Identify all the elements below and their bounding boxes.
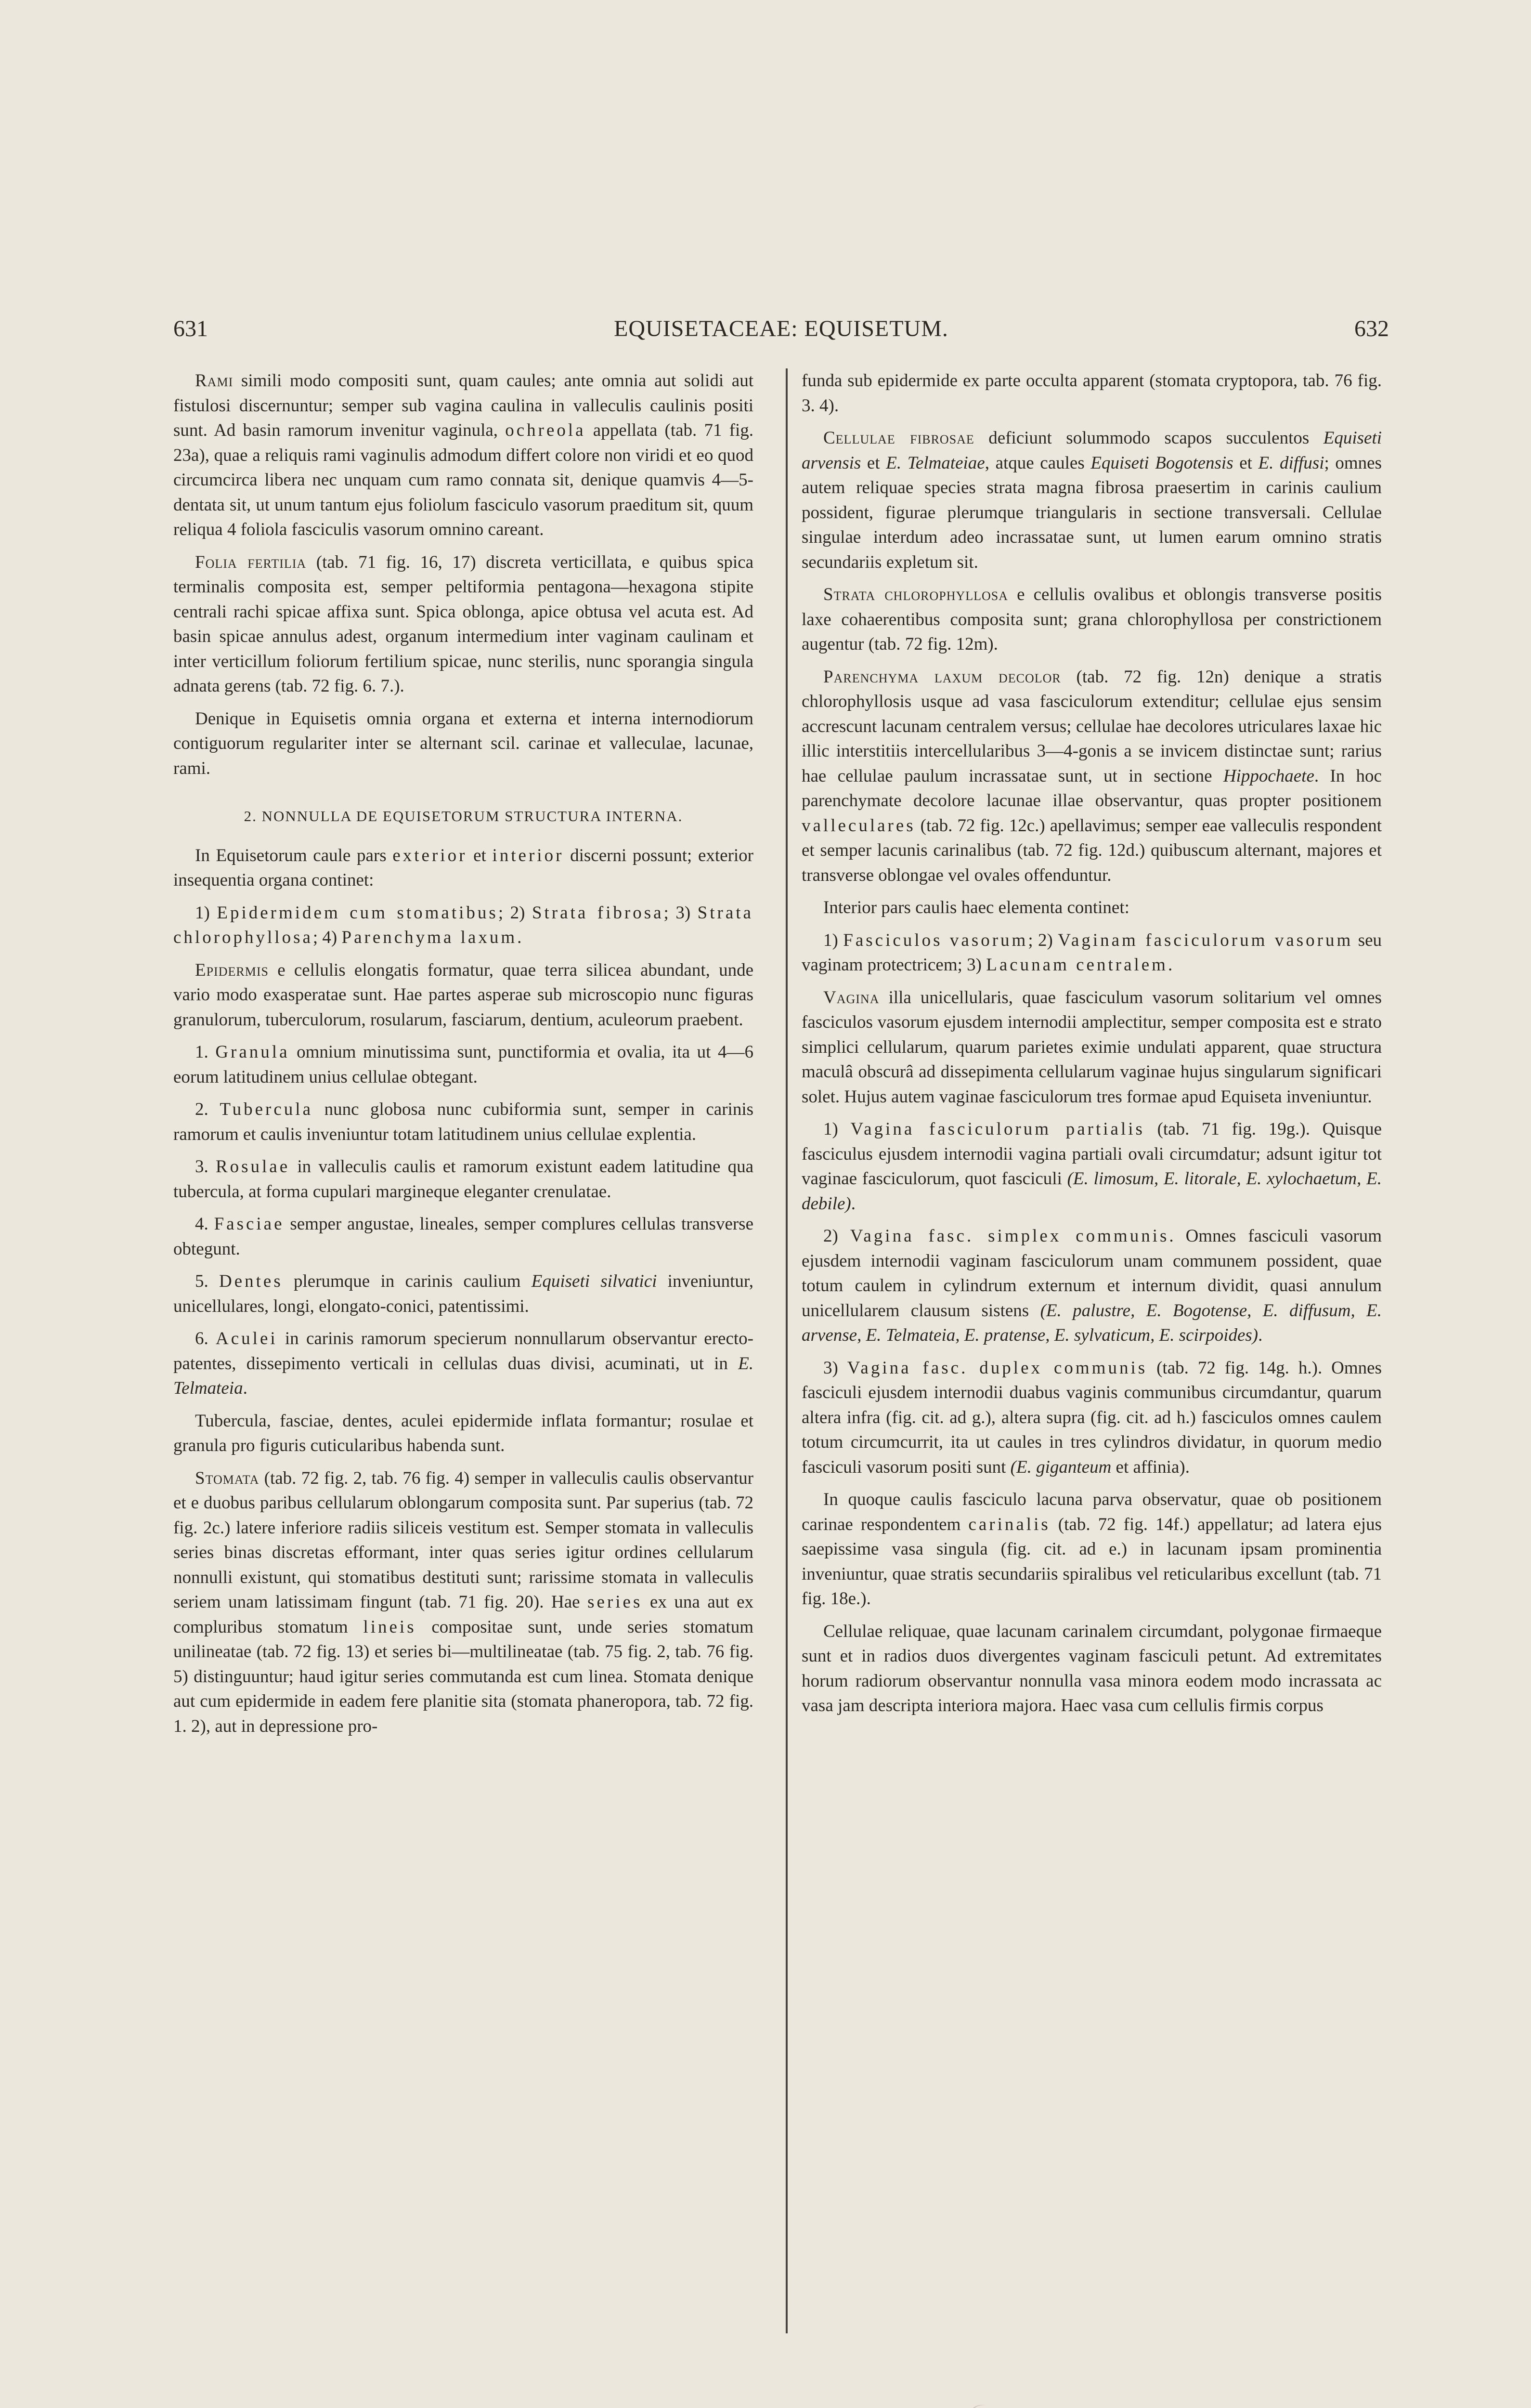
page-number-right: 632 [1354,316,1389,341]
paragraph-epidermis: Epidermis e cellulis elongatis formatur, quae terra silicea abundant, unde vario modo exasperatae sunt. Hae partes asperae sub microscopio nunc figuras granulorum, tuberculorum, rosularum, fasciarum, dentium, aculeorum praebent. [173,960,753,1030]
lead-term: Parenchyma laxum decolor [823,667,1061,687]
paragraph-structura: In Equisetorum caule pars exterior et interior discerni possunt; exterior insequentia organa continet: [173,845,754,890]
paragraph-rami: Rami simili modo compositi sunt, quam caules; ante omnia aut solidi aut fistulosi discernuntur; semper sub vagina caulina in valleculis caulinis positi sunt. Ad basin ramorum invenitur vaginula, ochreola appellata (tab. 71 fig. 23a), quae a reliquis rami vaginulis admodum differt colore non viridi et eo quod circumcirca libera nec unquam cum ramo connata sit, denique quamvis 4—5-dentata sit, ut unum tantum ejus foliolum fasciculo vasorum praeditum sit, quum reliqua 4 foliola fasciculis vasorum omnino careant. [173,371,754,539]
paragraph-parenchyma: Parenchyma laxum decolor (tab. 72 fig. 12n) denique a stratis chlorophyllosis usque ad vasa fasciculorum extenditur; cellulae ejus sensim accrescunt lacunam centralem versus; cellulae hae decolores utriculares laxae hic illic interstitiis intercellularibus 3—4-gonis a se invicem distinctae sunt; rarius hae cellulae paulum incrassatae sunt, ut in sectione Hippochaete. In hoc parenchymate decolore lacunae illae observantur, quas propter positionem valleculares (tab. 72 fig. 12c.) apellavimus; semper eae valleculis respondent et semper lacunis carinalibus (tab. 72 fig. 12d.) quibuscum alternant, majores et transverse oblongae vel ovales offenduntur. [802,667,1382,885]
lead-term: Vagina [823,987,880,1008]
lead-term: Cellulae fibrosae [823,428,974,448]
pencil-mark [962,2400,993,2408]
paragraph-dentes: 5. Dentes plerumque in carinis caulium Equiseti silvatici inveniuntur, unicellulares, longi, elongato-conici, patentissimi. [173,1271,754,1316]
paragraph-tubercula: 2. Tubercula nunc globosa nunc cubiformia sunt, semper in carinis ramorum et caulis inveniuntur totam latitudinem unius cellulae explentia. [173,1099,754,1144]
paragraph-vagina-duplex: 3) Vagina fasc. duplex communis (tab. 72 fig. 14g. h.). Omnes fasciculi ejusdem internodii duabus vaginis communibus circumdantur, quarum altera infra (fig. cit. ad g.), altera supra (fig. cit. ad h.) fasciculos omnes caulem totum circumcurrit, ita ut caules in tres cylindros dividatur, in quorum medio fasciculi vasorum positi sunt (E. giganteum et affinia). [802,1358,1382,1477]
section-heading: 2. NONNULLA DE EQUISETORUM STRUCTURA INTERNA. [244,808,683,824]
paragraph-folia-fertilia: Folia fertilia (tab. 71 fig. 16, 17) discreta verticillata, e quibus spica terminalis composita est, semper peltiformia pentagona—hexagona stipite centrali rachi spicae affixa sunt. Spica oblonga, apice obtusa vel acuta est. Ad basin spicae annulus adest, organum intermedium inter vaginam caulinam et inter verticillum foliorum fertilium spicae, nunc sterilis, nunc sporangia singula adnata gerens (tab. 72 fig. 6. 7.). [173,552,753,696]
list-exterior-organs: 1) Epidermidem cum stomatibus; 2) Strata fibrosa; 3) Strata chlorophyllosa; 4) Parenchyma laxum. [173,903,753,947]
left-column [173,368,753,1746]
paragraph-aculei: 6. Aculei in carinis ramorum specierum nonnullarum observantur erecto-patentes, dissepimento verticali in cellulas duas divisi, acuminati, ut in E. Telmateia. [173,1329,754,1398]
paragraph-strata-chlorophyllosa: Strata chlorophyllosa e cellulis ovalibus et oblongis transverse positis laxe cohaerentibus composita sunt; grana chlorophyllosa per constrictionem augentur (tab. 72 fig. 12m). [802,585,1382,654]
paragraph-vagina: Vagina illa unicellularis, quae fasciculum vasorum solitarium vel omnes fasciculos vasorum ejusdem internodii amplectitur, semper composita est e strato simplici cellularum, quarum parietes eximie undulati apparent, quae structura maculâ obscurâ ad dissepimenta cellularum vaginae hujus singularum significari solet. Hujus autem vaginae fasciculorum tres formae apud Equiseta inveniuntur. [802,987,1382,1107]
lead-term: Rami [195,371,234,391]
paragraph-cellulae-reliquae: Cellulae reliquae, quae lacunam carinalem circumdant, polygonae firmaeque sunt et in radios duos divergentes vaginam fasciculi petunt. Ad extremitates horum radiorum observantur nonnulla vasa minora eodem modo incrassata ac vasa jam descripta interiora majora. Haec vasa cum cellulis firmis corpus [802,1621,1382,1715]
lead-term: Strata chlorophyllosa [823,585,1009,604]
paragraph-cellulae-fibrosae: Cellulae fibrosae deficiunt solummodo scapos succulentos Equiseti arvensis et E. Telmateiae, atque caules Equiseti Bogotensis et E. diffusi; omnes autem reliquae species strata magna fibrosa praesertim in carinis caulium possident, figurae plerumque triangularis in sectione transversali. Cellulae singulae interdum adeo incrassatae sunt, ut lumen earum omnino stratis secundariis expletum sit. [802,428,1382,572]
paragraph-rosulae: 3. Rosulae in valleculis caulis et ramorum existunt eadem latitudine qua tubercula, at forma cupulari margineque eleganter crenulatae. [173,1157,753,1202]
page-number-left: 631 [173,316,208,341]
paragraph-interior: Interior pars caulis haec elementa continet: [823,898,1129,917]
running-title: EQUISETACEAE: EQUISETUM. [614,316,948,341]
list-interior-elements: 1) Fasciculos vasorum; 2) Vaginam fasciculorum vasorum seu vaginam protectricem; 3) Lacunam centralem. [802,930,1382,975]
paragraph-tubercula-summary: Tubercula, fasciae, dentes, aculei epidermide inflata formantur; rosulae et granula pro figuris cuticularibus habenda sunt. [173,1411,753,1455]
paragraph-fasciae: 4. Fasciae semper angustae, lineales, semper complures cellulas transverse obtegunt. [173,1214,754,1259]
paragraph-vagina-partialis: 1) Vagina fasciculorum partialis (tab. 71 fig. 19g.). Quisque fasciculus ejusdem internodii vagina partiali ovali circumdatur; adsunt igitur tot vaginae fasciculorum, quot fasciculi (E. limosum, E. litorale, E. xylochaetum, E. debile). [802,1119,1382,1214]
paragraph-granula: 1. Granula omnium minutissima sunt, punctiformia et ovalia, ita ut 4—6 eorum latitudinem unius cellulae obtegant. [173,1042,753,1087]
paragraph-denique: Denique in Equisetis omnia organa et externa et interna internodiorum contiguorum regulariter inter se alternant scil. carinae et valleculae, lacunae, rami. [173,708,753,778]
spaced-term: ochreola [505,420,586,440]
lead-term: Folia fertilia [195,552,307,572]
paragraph-continuation: funda sub epidermide ex parte occulta apparent (stomata cryptopora, tab. 76 fig. 3. 4). [802,371,1382,416]
paragraph-lacuna-carinalis: In quoque caulis fasciculo lacuna parva observatur, quae ob positionem carinae respondentem carinalis (tab. 72 fig. 14f.) appellatur; ad latera ejus saepissime vasa singula (fig. cit. ad e.) in lacunam ipsam prominentia inveniuntur, quae stratis secundariis spiralibus vel reticularibus excellunt (tab. 71 fig. 18e.). [802,1490,1382,1609]
lead-term: Epidermis [195,960,269,980]
running-header [173,315,1389,349]
lead-term: Stomata [195,1468,259,1488]
right-column [802,368,1382,1726]
paragraph-vagina-simplex: 2) Vagina fasc. simplex communis. Omnes fasciculi vasorum ejusdem internodii vaginam fasciculorum unam communem possident, quae totum caulem in cylindrum externum et internum dividit, quasi annulum unicellularem clausum sistens (E. palustre, E. Bogotense, E. diffusum, E. arvense, E. Telmateia, E. pratense, E. sylvaticum, E. scirpoides). [802,1226,1382,1345]
column-divider [786,368,788,2333]
paragraph-stomata: Stomata (tab. 72 fig. 2, tab. 76 fig. 4) semper in valleculis caulis observantur et e duobus paribus cellularum oblongarum composita sunt. Par superius (tab. 72 fig. 2c.) latere inferiore radiis siliceis vestitum est. Semper stomata in valleculis series binas discretas efformant, inter quas series igitur ordines cellularum nonnulli existunt, qui stomatibus destituti sunt; rarissime stomata in valleculis seriem unam latissimam fingunt (tab. 71 fig. 20). Hae series ex una aut ex compluribus stomatum lineis compositae sunt, unde series stomatum unilineatae (tab. 72 fig. 13) et series bi—multilineatae (tab. 75 fig. 2, tab. 76 fig. 5) distinguuntur; haud igitur series commutanda est cum linea. Stomata denique aut cum epidermide in eadem fere planitie sita (stomata phaneropora, tab. 72 fig. 1. 2), aut in depressione pro- [173,1468,753,1736]
